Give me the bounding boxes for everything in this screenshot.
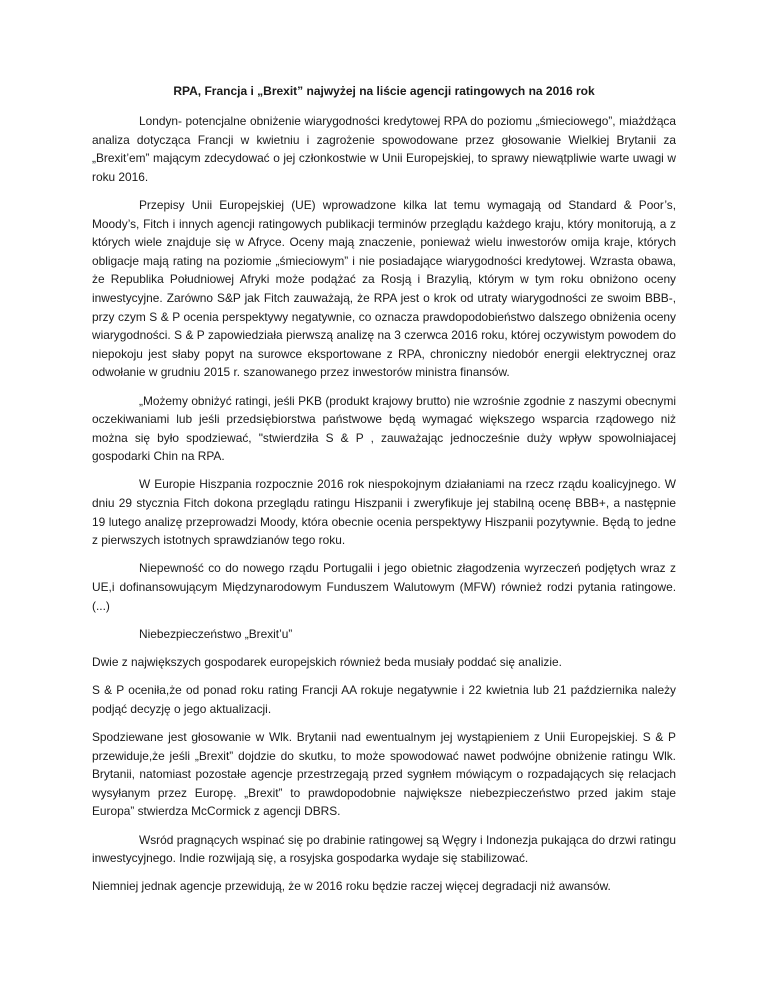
paragraph-9: Spodziewane jest głosowanie w Wlk. Brytanii nad ewentualnym jej wystąpieniem z Unii Europejskiej. S & P przewiduje,że jeśli „Brexit” dojdzie do skutku, to może spowodować nawet podwójne obniżenie ratingu Wlk. Brytanii, natomiast pozostałe agencje przestrzegają przed sygnłem mówiącym o rozpadających się relacjach wysyłanym przez Europę. „Brexit” to prawdopodobnie największe niebezpieczeństwo przed jakim staje Europa” stwierdza McCormick z agencji DBRS. [92, 729, 676, 819]
paragraph-5: Niepewność co do nowego rządu Portugalii i jego obietnic złagodzenia wyrzeczeń podjętych wraz z UE,i dofinansowującym Międzynarodowym Funduszem Walutowym (MFW) również rodzi pytania ratingowe. (...) [92, 561, 676, 613]
section-heading-brexit: Niebezpieczeństwo „Brexit’u” [139, 626, 293, 641]
paragraph-4: W Europie Hiszpania rozpocznie 2016 rok niespokojnym działaniami na rzecz rządu koalicyjnego. W dniu 29 stycznia Fitch dokona przeglądu ratingu Hiszpanii i zweryfikuje jej stabilną ocenę BBB+, a następnie 19 lutego analizę przeprowadzi Moody, która obecnie ocenia perspektywy Hiszpanii pozytywnie. Będą to jedne z pierwszych istotnych sprawdzianów tego roku. [92, 477, 676, 548]
paragraph-1: Londyn- potencjalne obniżenie wiarygodności kredytowej RPA do poziomu „śmieciowego”, miażdżąca analiza dotycząca Francji w kwietniu i zagrożenie spowodowane przez głosowanie Wielkiej Brytanii za „Brexit’em” mającym zdecydować o jej członkostwie w Unii Europejskiej, to sprawy niewątpliwie warte uwagi w roku 2016. [92, 114, 676, 184]
paragraph-10: Wsród pragnących wspinać się po drabinie ratingowej są Węgry i Indonezja pukająca do drzwi ratingu inwestycyjnego. Indie rozwijają się, a rosyjska gospodarka wydaje się stabilizować. [92, 832, 676, 866]
paragraph-3: „Możemy obniżyć ratingi, jeśli PKB (produkt krajowy brutto) nie wzrośnie zgodnie z naszymi obecnymi oczekiwaniami lub jeśli przedsiębiorstwa państwowe będą wymagać większego wsparcia rządowego niż można się było spodziewać, "stwierdziła S & P , zauważając jednocześnie duży wpływ spowolniajacej gospodarki Chin na RPA. [92, 393, 676, 464]
paragraph-7: Dwie z największych gospodarek europejskich również beda musiały poddać się analizie. [92, 655, 562, 669]
paragraph-11: Niemniej jednak agencje przewidują, że w 2016 roku będzie raczej więcej degradacji niż awansów. [92, 879, 611, 894]
paragraph-2: Przepisy Unii Europejskiej (UE) wprowadzone kilka lat temu wymagają od Standard & Poor’s, Moody’s, Fitch i innych agencji ratingowych publikacji terminów przeglądu każdego kraju, który monitorują, a z których wiele znajduje się w Afryce. Oceny mają znaczenie, ponieważ wielu inwestorów omija kraje, których obligacje mają rating na poziomie „śmieciowym” i nie posiadające wiarygodności kredytowej. Wzrasta obawa, że Republika Południowej Afryki może podążać za Rosją i Brazylią, którym w tym roku obniżono oceny inwestycyjne. Zarówno S&P jak Fitch zauważają, że RPA jest o krok od utraty wiarygodności ze swoim BBB-, przy czym S & P ocenia perspektywy negatywnie, co oznacza prawdopodobieństwo dalszego obniżenia oceny wiarygodności. S & P zapowiedziała pierwszą analizę na 3 czerwca 2016 roku, której oczywistym powodem do niepokoju jest słaby popyt na surowce eksportowane z RPA, chroniczny niedobór energii elektrycznej oraz odwołanie w grudniu 2015 r. szanowanego przez inwestorów ministra finansów. [92, 197, 676, 380]
document-page [92, 82, 676, 906]
document-title: RPA, Francja i „Brexit” najwyżej na liście agencji ratingowych na 2016 rok [173, 84, 595, 98]
paragraph-8: S & P oceniła,że od ponad roku rating Francji AA rokuje negatywnie i 22 kwietnia lub 21 października należy podjąć decyzję o jego aktualizacji. [92, 683, 676, 716]
